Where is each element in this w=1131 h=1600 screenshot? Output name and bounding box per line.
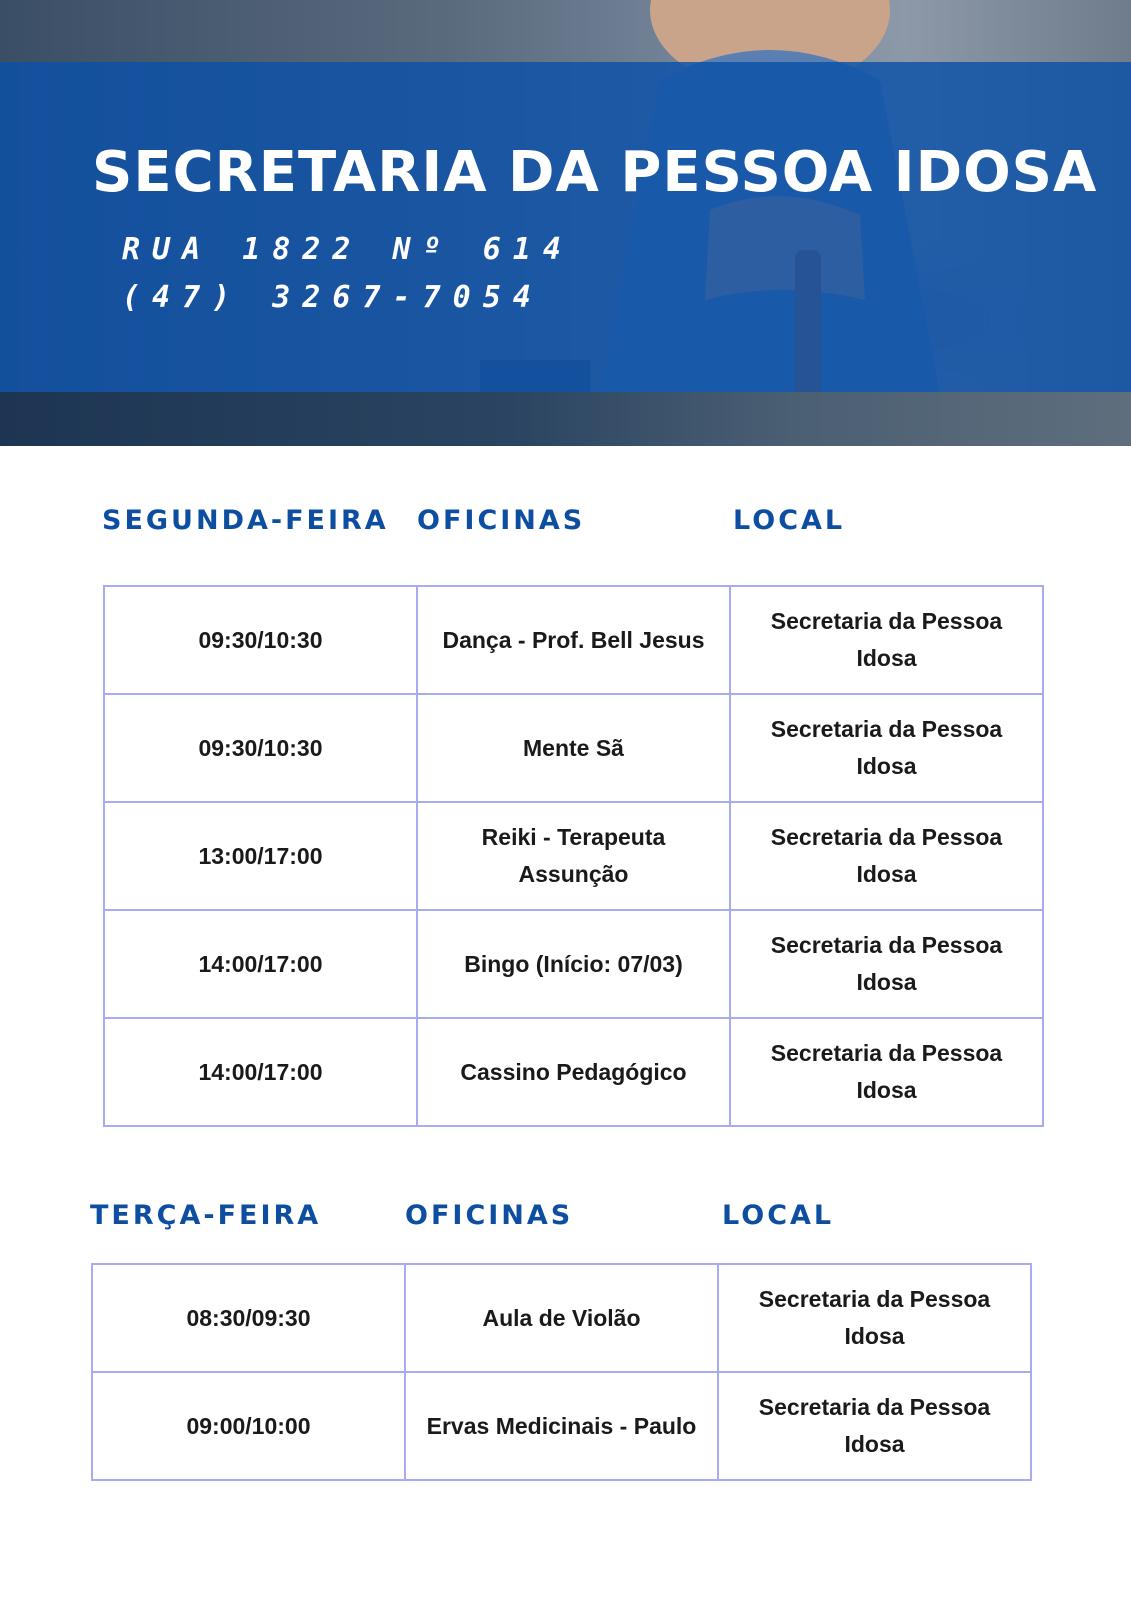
oficina-cell: Aula de Violão (405, 1264, 718, 1372)
day-heading-monday: SEGUNDA-FEIRA (102, 505, 389, 536)
page-title: SECRETARIA DA PESSOA IDOSA (92, 140, 1098, 205)
table-row (92, 1264, 1031, 1372)
table-row (104, 910, 1043, 1018)
time-cell: 09:00/10:00 (92, 1372, 405, 1480)
time-cell: 08:30/09:30 (92, 1264, 405, 1372)
table-row (104, 586, 1043, 694)
local-cell: Secretaria da Pessoa Idosa (730, 694, 1043, 802)
phone-number: (47) 3267-7054 (122, 280, 543, 315)
time-cell: 09:30/10:30 (104, 694, 417, 802)
header-band (0, 62, 1131, 392)
local-heading: LOCAL (722, 1200, 835, 1231)
local-cell: Secretaria da Pessoa Idosa (730, 586, 1043, 694)
local-cell: Secretaria da Pessoa Idosa (718, 1372, 1031, 1480)
tuesday-schedule-table (91, 1263, 1032, 1481)
time-cell: 14:00/17:00 (104, 1018, 417, 1126)
oficinas-heading: OFICINAS (405, 1200, 574, 1231)
monday-schedule-table (103, 585, 1044, 1127)
local-cell: Secretaria da Pessoa Idosa (730, 1018, 1043, 1126)
table-row (104, 694, 1043, 802)
table-row (104, 1018, 1043, 1126)
header-bottom-strip (0, 392, 1131, 446)
local-heading: LOCAL (733, 505, 846, 536)
oficina-cell: Dança - Prof. Bell Jesus (417, 586, 730, 694)
time-cell: 09:30/10:30 (104, 586, 417, 694)
address: RUA 1822 Nº 614 (122, 232, 573, 267)
oficina-cell: Ervas Medicinais - Paulo (405, 1372, 718, 1480)
time-cell: 13:00/17:00 (104, 802, 417, 910)
header-banner (0, 0, 1131, 446)
local-cell: Secretaria da Pessoa Idosa (730, 802, 1043, 910)
local-cell: Secretaria da Pessoa Idosa (730, 910, 1043, 1018)
oficina-cell: Mente Sã (417, 694, 730, 802)
table-row (104, 802, 1043, 910)
time-cell: 14:00/17:00 (104, 910, 417, 1018)
local-cell: Secretaria da Pessoa Idosa (718, 1264, 1031, 1372)
oficina-cell: Cassino Pedagógico (417, 1018, 730, 1126)
day-heading-tuesday: TERÇA-FEIRA (90, 1200, 322, 1231)
oficinas-heading: OFICINAS (417, 505, 586, 536)
oficina-cell: Bingo (Início: 07/03) (417, 910, 730, 1018)
oficina-cell: Reiki - Terapeuta Assunção (417, 802, 730, 910)
table-row (92, 1372, 1031, 1480)
